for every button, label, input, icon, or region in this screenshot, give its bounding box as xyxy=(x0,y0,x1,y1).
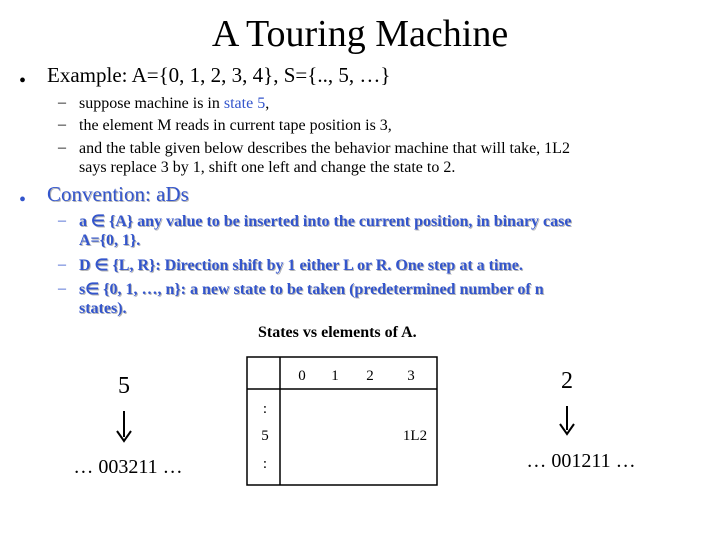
right-tape: … 001211 … xyxy=(526,450,636,472)
dash: – xyxy=(58,116,66,133)
right-state: 2 xyxy=(561,368,573,394)
example-item-state-pre: suppose machine is in xyxy=(79,95,224,112)
transition-table xyxy=(245,355,440,490)
table-row-label: : xyxy=(262,401,268,417)
bullet-dot: • xyxy=(19,189,27,211)
dash: – xyxy=(58,256,66,273)
right-tape-diagram xyxy=(505,362,665,477)
dash: – xyxy=(58,212,66,229)
table-row-label: 5 xyxy=(261,428,269,444)
convention-item-a-line2: A={0, 1}. xyxy=(79,232,141,249)
table-row-labels xyxy=(261,401,269,472)
convention-item-s-line1: s∈ {0, 1, …, n}: a new state to be taken (predetermined number of n xyxy=(79,281,544,298)
table-col-label: 0 xyxy=(298,368,306,384)
left-tape-diagram xyxy=(60,365,200,480)
example-item-state-post: , xyxy=(265,95,270,112)
example-item-table-line2: says replace 3 by 1, shift one left and change the state to 2. xyxy=(79,159,456,176)
dash: – xyxy=(58,94,66,111)
table-col-label: 2 xyxy=(366,368,374,384)
convention-item-a-line1: a ∈ {A} any value to be inserted into the current position, in binary case xyxy=(79,213,572,230)
example-item-read: the element M reads in current tape position is 3, xyxy=(79,117,392,134)
dash: – xyxy=(58,280,66,297)
convention-item-s-line2: states). xyxy=(79,300,127,317)
left-state: 5 xyxy=(118,373,130,399)
convention-heading: Convention: aDs xyxy=(47,182,189,206)
left-tape: … 003211 … xyxy=(73,456,183,478)
table-col-label: 3 xyxy=(407,368,415,384)
state-highlight: state 5 xyxy=(223,95,266,112)
table-column-labels xyxy=(298,368,415,384)
bullet-dot: • xyxy=(19,70,27,92)
example-item-state xyxy=(79,94,269,113)
slide-title: A Touring Machine xyxy=(211,13,509,55)
dash: – xyxy=(58,139,66,156)
example-heading: Example: A={0, 1, 2, 3, 4}, S={.., 5, …} xyxy=(47,63,391,87)
convention-item-d: D ∈ {L, R}: Direction shift by 1 either L or R. One step at a time. xyxy=(79,257,523,274)
table-col-label: 1 xyxy=(331,368,339,384)
example-item-table-line1: and the table given below describes the behavior machine that will take, 1L2 xyxy=(79,140,570,157)
table-caption: States vs elements of A. xyxy=(258,324,417,341)
table-row-label: : xyxy=(262,456,268,472)
table-cell-1l2: 1L2 xyxy=(402,428,428,444)
